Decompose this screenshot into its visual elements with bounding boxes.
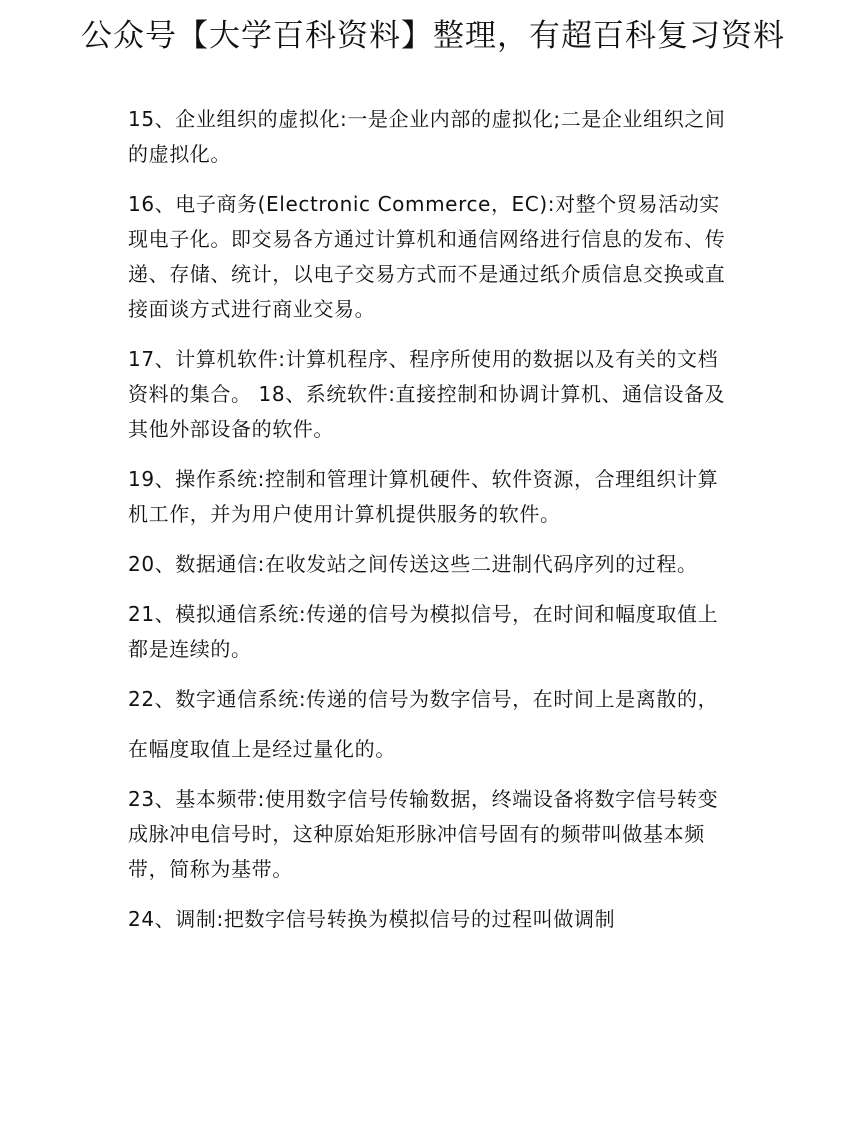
paragraph-22-continued: 在幅度取值上是经过量化的。 — [128, 737, 396, 761]
paragraph-24: 24、调制:把数字信号转换为模拟信号的过程叫做调制 — [128, 907, 616, 931]
page-header-title: 公众号【大学百科资料】整理，有超百科复习资料 — [81, 18, 785, 54]
paragraph-16: 16、电子商务(Electronic Commerce，EC):对整个贸易活动实现电子化。即交易各方通过计算机和通信网络进行信息的发布、传递、存储、统计，以电子交易方式而不是通过纸介质信息交换或直接面谈方式进行商业交易。 — [128, 192, 726, 321]
paragraph-22: 22、数字通信系统:传递的信号为数字信号，在时间上是离散的， — [128, 687, 719, 711]
paragraph-21: 21、模拟通信系统:传递的信号为模拟信号，在时间和幅度取值上都是连续的。 — [128, 602, 719, 661]
document-body — [128, 102, 732, 952]
paragraph-19: 19、操作系统:控制和管理计算机硬件、软件资源，合理组织计算机工作，并为用户使用计算机提供服务的软件。 — [128, 467, 719, 526]
paragraph-20: 20、数据通信:在收发站之间传送这些二进制代码序列的过程。 — [128, 552, 698, 576]
paragraph-23: 23、基本频带:使用数字信号传输数据，终端设备将数字信号转变成脉冲电信号时，这种原始矩形脉冲信号固有的频带叫做基本频带，简称为基带。 — [128, 787, 719, 881]
paragraph-15: 15、企业组织的虚拟化:一是企业内部的虚拟化;二是企业组织之间的虚拟化。 — [128, 107, 726, 166]
paragraph-17-18: 17、计算机软件:计算机程序、程序所使用的数据以及有关的文档资料的集合。 18、系统软件:直接控制和协调计算机、通信设备及其他外部设备的软件。 — [128, 347, 726, 441]
